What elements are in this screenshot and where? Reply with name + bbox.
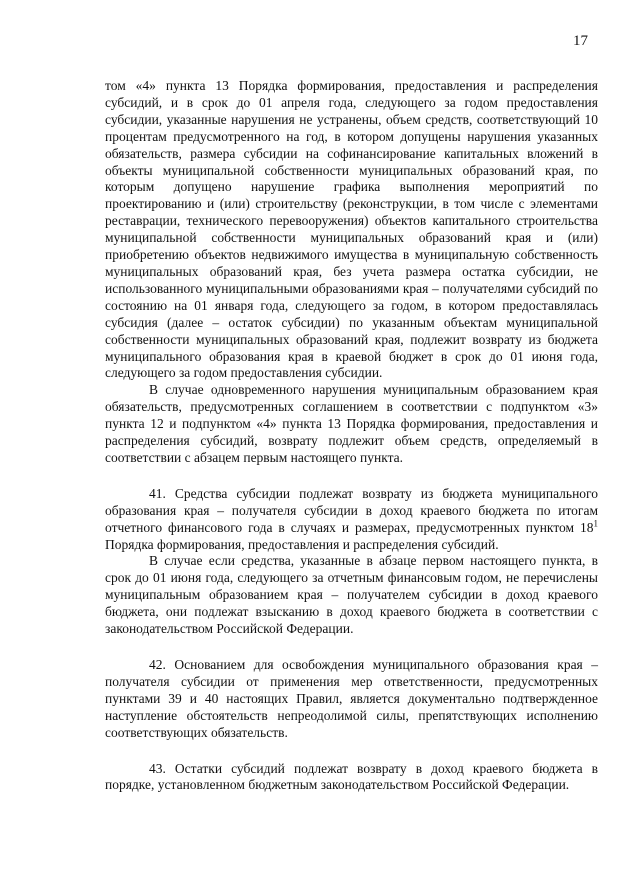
paragraph-gap [105,638,598,657]
paragraph-41-text: 41. Средства субсидии подлежат возврату из бюджета муниципального образования края – получателя субсидии в доход краевого бюджета по итогам отчетного финансового года в случаях и размерах, предусмотренных пунктом 18 [105,485,598,535]
paragraph-gap [105,467,598,486]
paragraph-continuation: том «4» пункта 13 Порядка формирования, предоставления и распределения субсидий, и в срок до 01 апреля года, следующего за годом предоставления субсидии, указанные нарушения не устранены, объем средств, соответствующий 10 процентам предусмотренного на год, в котором допущены нарушения указанных обязательств, размера субсидии на софинансирование капитальных вложений в объекты муниципальной собственности муниципальных образований края, по которым допущено нарушение графика выполнения мероприятий по проектированию и (или) строительству (реконструкции, в том числе с элементами реставрации, технического перевооружения) объектов капитального строительства муниципальной собственности муниципальных образований края и (или) приобретению объектов недвижимого имущества в муниципальную собственность муниципальных образований края, без учета размера остатка субсидии, не использованного муниципальными образованиями края – получателями субсидий по состоянию на 01 января года, следующего за годом, в котором предоставлялась субсидия (далее – остаток субсидии) по указанным объектам муниципальной собственности муниципальных образований края, подлежит возврату из бюджета муниципального образования края в краевой бюджет в срок до 01 июня года, следующего за годом предоставления субсидии. [105,78,598,381]
paragraph-simultaneous-violation: В случае одновременного нарушения муниципальным образованием края обязательств, предусмотренных соглашением в соответствии с подпунктом «3» пункта 12 и подпунктом «4» пункта 13 Порядка формирования, предоставления и распределения субсидий, возврату подлежит объем средств, определяемый в соответствии с абзацем первым настоящего пункта. [105,382,598,465]
paragraph-43: 43. Остатки субсидий подлежат возврату в доход краевого бюджета в порядке, установленном бюджетным законодательством Российской Федерации. [105,760,598,793]
paragraph-42: 42. Основанием для освобождения муниципального образования края – получателя субсидии от применения мер ответственности, предусмотренных пунктами 39 и 40 настоящих Правил, является документально подтвержденное наступление обстоятельств непреодолимой силы, препятствующих исполнению соответствующих обязательств. [105,657,598,740]
paragraph-gap [105,742,598,761]
page-number: 17 [573,33,588,49]
paragraph-41 [105,486,598,554]
document-body [105,78,598,794]
paragraph-41-superscript: 1 [593,518,598,529]
paragraph-41-text-end: Порядка формирования, предоставления и распределения субсидий. [105,536,499,552]
paragraph-41-second: В случае если средства, указанные в абзаце первом настоящего пункта, в срок до 01 июня года, следующего за отчетным финансовым годом, не перечислены муниципальным образованием края – получателем субсидии в доход краевого бюджета, они подлежат взысканию в доход краевого бюджета в соответствии с законодательством Российской Федерации. [105,553,598,637]
